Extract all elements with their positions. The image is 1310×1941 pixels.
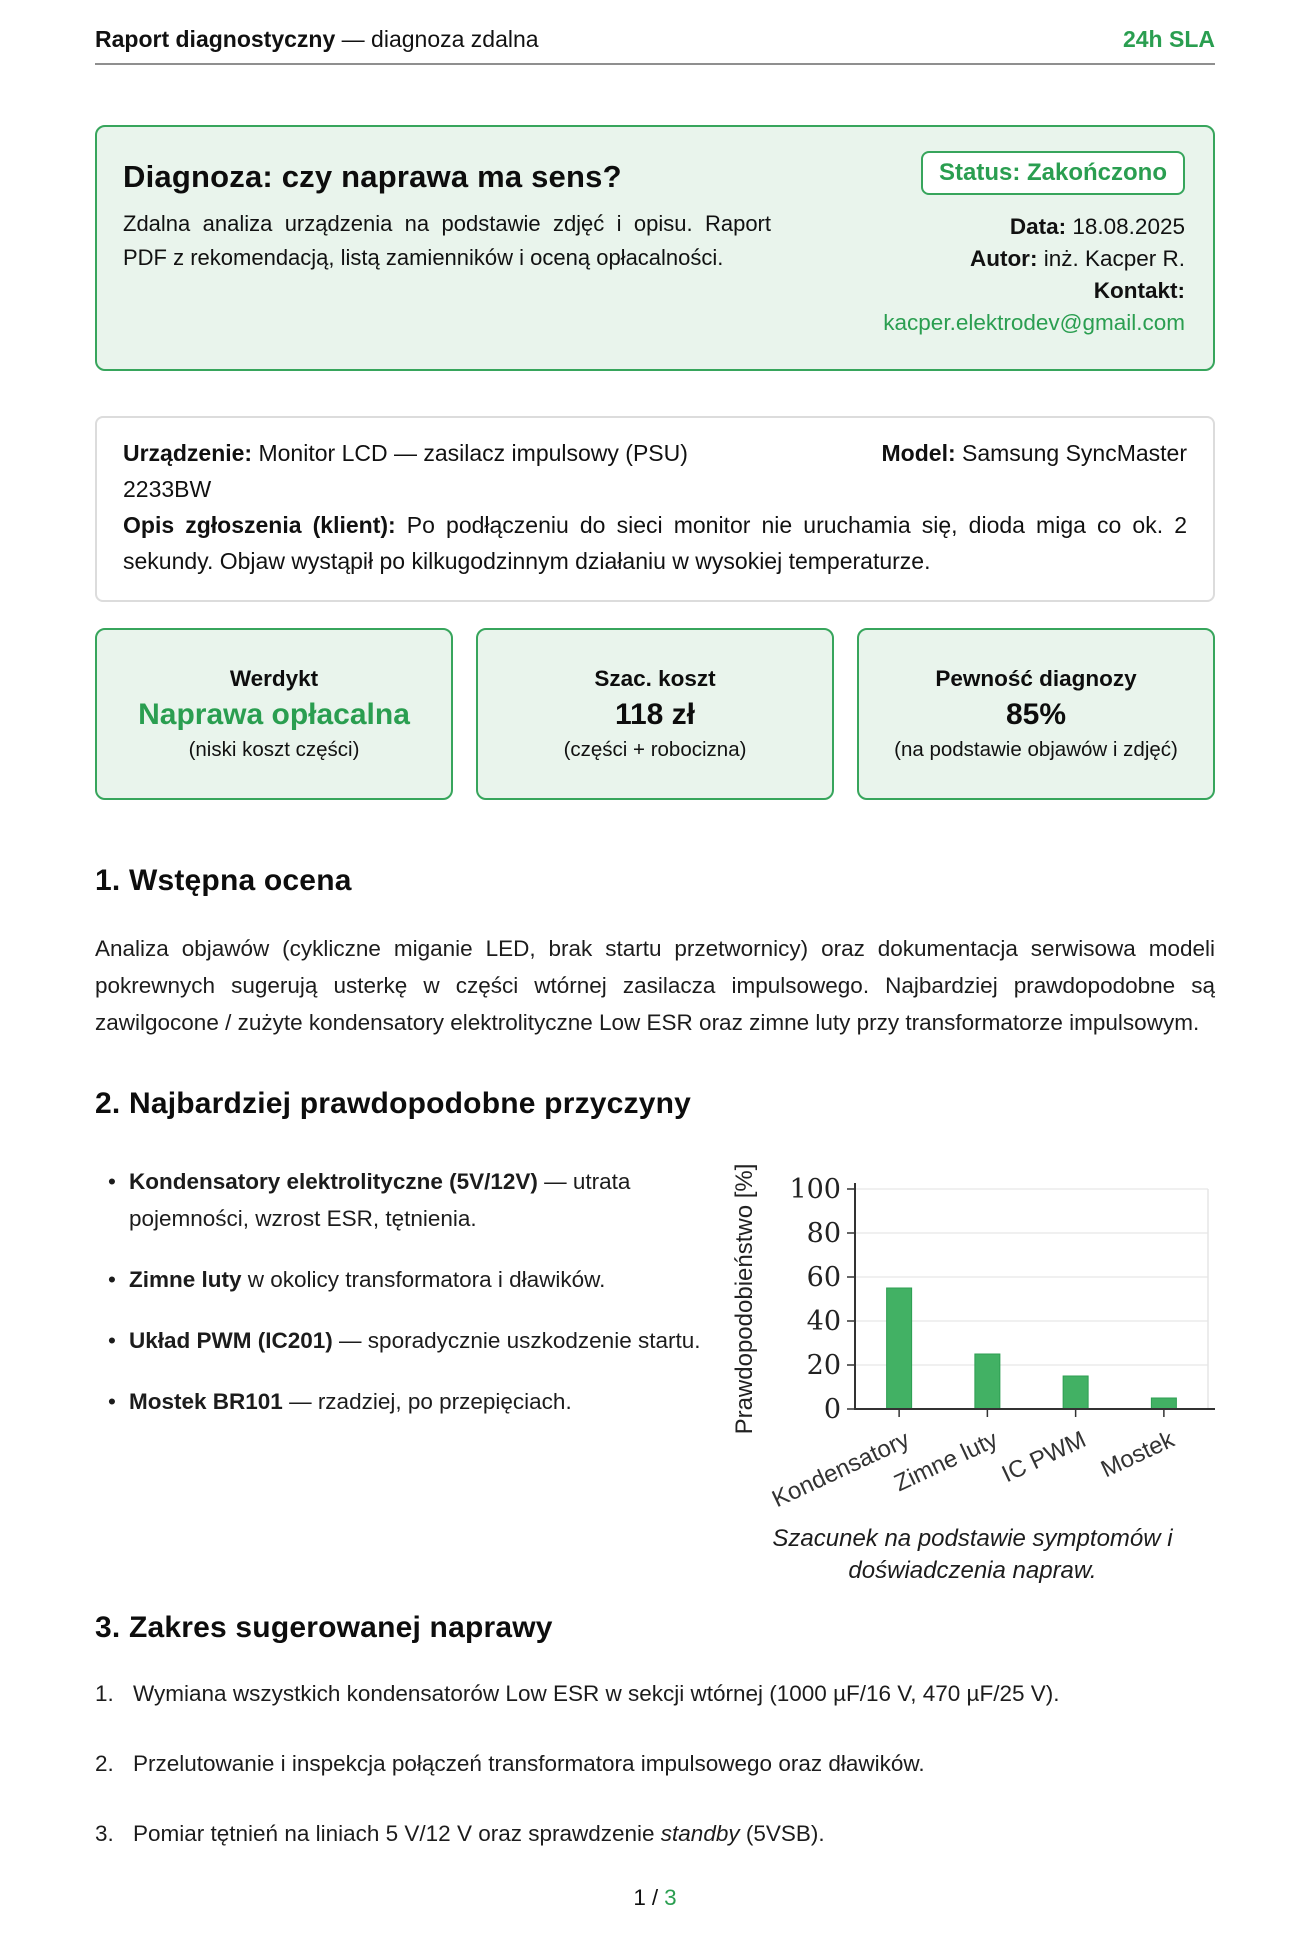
svg-text:Kondensatory: Kondensatory	[768, 1425, 914, 1514]
device-field: Urządzenie: Monitor LCD — zasilacz impulsowy (PSU)	[123, 440, 688, 466]
verdict-card-value: Naprawa opłacalna	[138, 697, 410, 731]
cause-item: • Kondensatory elektrolityczne (5V/12V) — utrata pojemności, wzrost ESR, tętnienia.	[95, 1163, 705, 1237]
confidence-card-value: 85%	[1005, 697, 1067, 731]
bar-chart-canvas	[730, 1163, 1215, 1515]
svg-text:IC PWM: IC PWM	[997, 1425, 1091, 1489]
confidence-card-title: Pewność diagnozy	[935, 665, 1137, 691]
svg-text:80: 80	[806, 1218, 841, 1249]
hero-description: Zdalna analiza urządzenia na podstawie zdjęć i opisu. Raport PDF z rekomendacją, listą zamienników i oceną opłacalności.	[123, 211, 771, 270]
chart-caption: Szacunek na podstawie symptomów i doświadczenia napraw.	[772, 1525, 1173, 1584]
section-2-heading: 2. Najbardziej prawdopodobne przyczyny	[95, 1087, 692, 1120]
verdict-card-title: Werdykt	[229, 665, 319, 691]
causes-list	[95, 1163, 705, 1444]
repair-step: 1. Wymiana wszystkich kondensatorów Low ESR w sekcji wtórnej (1000 µF/16 V, 470 µF/25 V).	[95, 1675, 1215, 1712]
svg-text:Mostek: Mostek	[1096, 1425, 1179, 1484]
model-continuation: 2233BW	[123, 476, 212, 502]
page-separator: /	[651, 1885, 659, 1910]
section-1-heading: 1. Wstępna ocena	[95, 864, 352, 897]
document-title-main: Raport diagnostyczny	[95, 26, 336, 52]
repair-step: 3. Pomiar tętnień na liniach 5 V/12 V oraz sprawdzenie standby (5VSB).	[95, 1815, 1215, 1852]
cost-card	[476, 628, 834, 800]
contact-email-link[interactable]: kacper.elektrodev@gmail.com	[883, 310, 1185, 335]
page-number	[95, 1885, 1215, 1911]
device-info-box	[95, 416, 1215, 602]
report-date: Data: 18.08.2025	[1009, 214, 1185, 239]
confidence-card-note: (na podstawie objawów i zdjęć)	[894, 737, 1178, 761]
diagnosis-summary-text	[123, 151, 771, 339]
document-header	[95, 26, 1215, 65]
report-author: Autor: inż. Kacper R.	[969, 246, 1185, 271]
step-number: 3.	[95, 1821, 114, 1846]
hero-title: Diagnoza: czy naprawa ma sens?	[123, 159, 622, 194]
cost-card-note: (części + robocizna)	[563, 737, 747, 761]
svg-text:0: 0	[823, 1394, 841, 1425]
total-pages: 3	[664, 1885, 677, 1910]
bullet-icon: •	[108, 1169, 116, 1194]
svg-text:20: 20	[806, 1350, 841, 1381]
svg-text:40: 40	[806, 1306, 841, 1337]
cost-card-title: Szac. koszt	[594, 665, 716, 691]
svg-text:Zimne luty: Zimne luty	[890, 1425, 1002, 1498]
model-field: Model: Samsung SyncMaster	[881, 440, 1187, 466]
repair-steps-list	[95, 1675, 1215, 1852]
document-title	[95, 26, 539, 53]
cost-card-value: 118 zł	[614, 697, 696, 731]
repair-step: 2. Przelutowanie i inspekcja połączeń transformatora impulsowego oraz dławików.	[95, 1745, 1215, 1782]
probability-chart	[705, 1163, 1215, 1587]
document-title-sub: — diagnoza zdalna	[335, 26, 539, 52]
cause-item: • Zimne luty w okolicy transformatora i dławików.	[95, 1261, 705, 1298]
verdict-cards	[95, 628, 1215, 800]
sla-badge: 24h SLA	[1122, 26, 1215, 52]
verdict-card-note: (niski koszt części)	[188, 737, 360, 761]
bullet-icon: •	[108, 1389, 116, 1414]
device-row	[123, 435, 1187, 471]
contact-label: Kontakt:	[1093, 278, 1185, 303]
confidence-card	[857, 628, 1215, 800]
step-number: 1.	[95, 1681, 114, 1706]
cause-item: • Układ PWM (IC201) — sporadycznie uszkodzenie startu.	[95, 1322, 705, 1359]
svg-text:Prawdopodobieństwo [%]: Prawdopodobieństwo [%]	[731, 1163, 758, 1435]
svg-text:60: 60	[806, 1262, 841, 1293]
svg-text:100: 100	[789, 1174, 841, 1205]
diagnosis-meta	[771, 151, 1185, 339]
section-1-paragraph: Analiza objawów (cykliczne miganie LED, brak startu przetwornicy) oraz dokumentacja serwisowa modeli pokrewnych sugerują usterkę w części wtórnej zasilacza impulsowego. Najbardziej prawdopodobne są zawilgocone / zużyte kondensatory elektrolityczne Low ESR oraz zimne luty przy transformatorze impulsowym.	[95, 936, 1215, 1035]
status-badge: Status: Zakończono	[921, 151, 1185, 195]
causes-row	[95, 1163, 1215, 1587]
bullet-icon: •	[108, 1328, 116, 1353]
cause-item: • Mostek BR101 — rzadziej, po przepięciach.	[95, 1383, 705, 1420]
complaint-field: Opis zgłoszenia (klient): Po podłączeniu do sieci monitor nie uruchamia się, dioda miga co ok. 2 sekundy. Objaw wystąpił po kilkugodzinnym działaniu w wysokiej temperaturze.	[123, 512, 1187, 574]
diagnosis-summary-box	[95, 125, 1215, 371]
step-number: 2.	[95, 1751, 114, 1776]
verdict-card	[95, 628, 453, 800]
current-page: 1	[633, 1885, 646, 1910]
bullet-icon: •	[108, 1267, 116, 1292]
section-3-heading: 3. Zakres sugerowanej naprawy	[95, 1611, 553, 1644]
